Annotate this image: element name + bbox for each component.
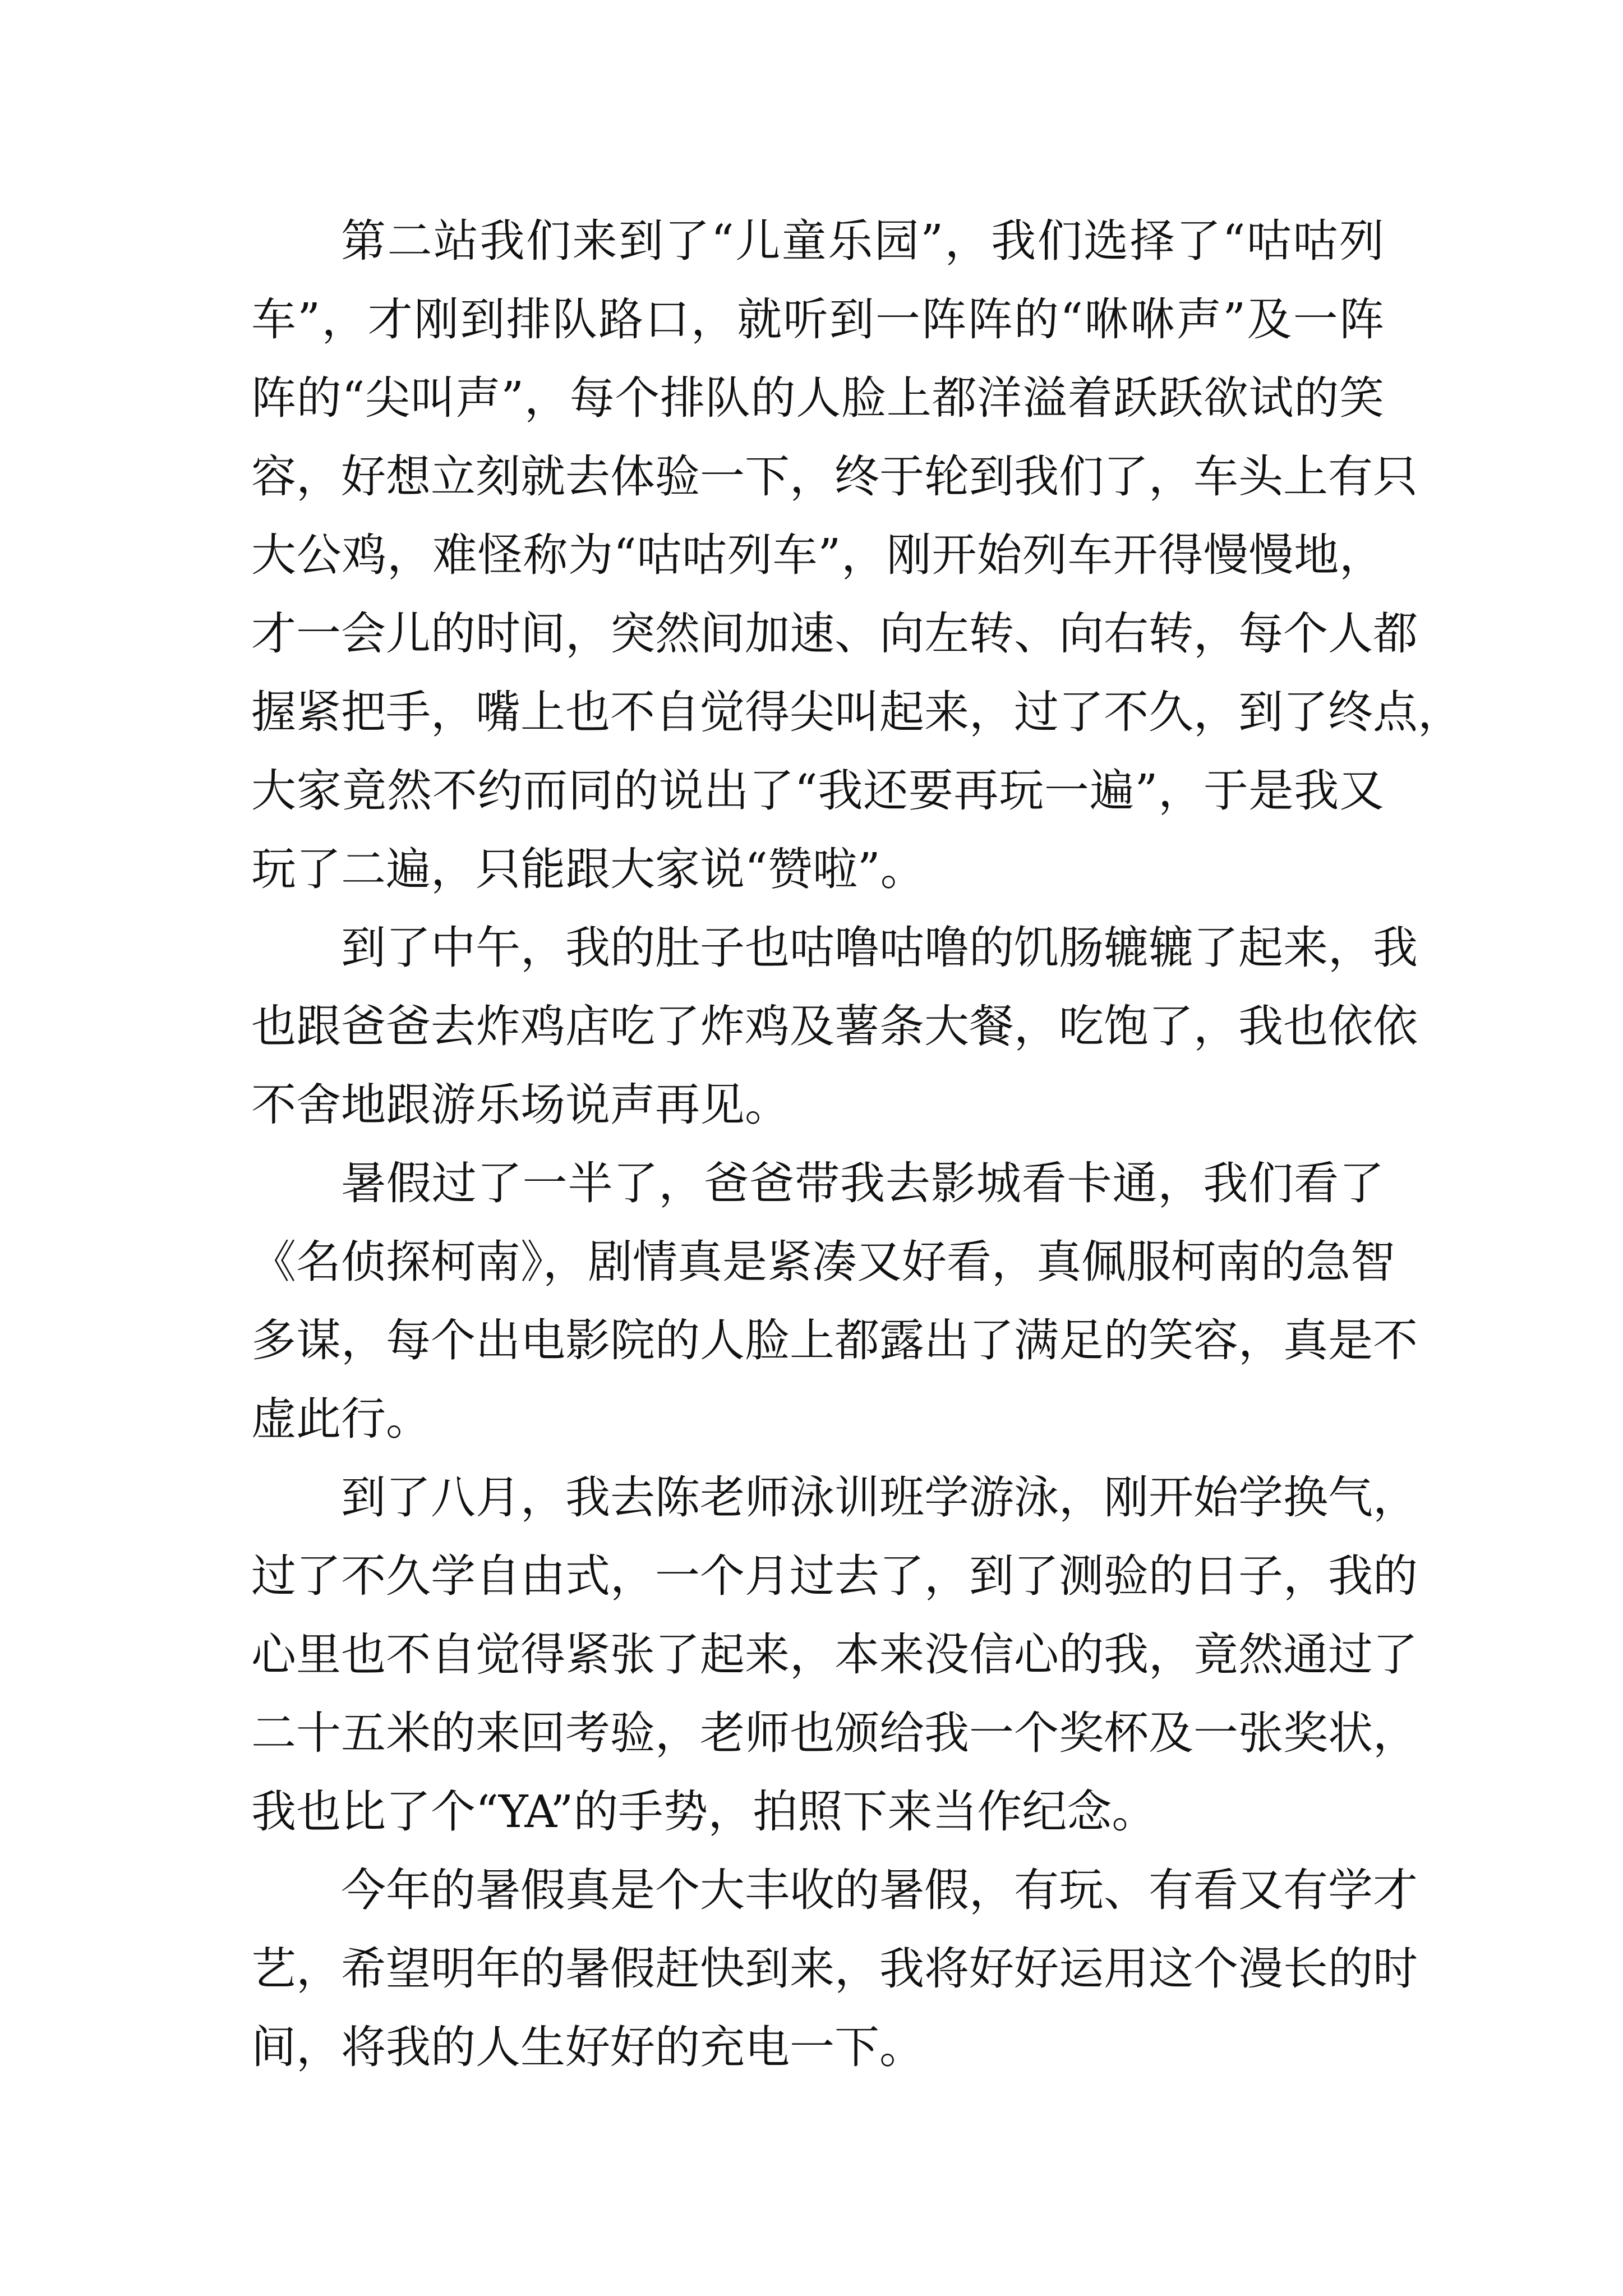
paragraph [251,202,1463,909]
text-line: 暑假过了一半了，爸爸带我去影城看卡通，我们看了 [341,1157,1384,1209]
text-line: 阵的“尖叫声”，每个排队的人脸上都洋溢着跃跃欲试的笑 [251,372,1384,424]
text-line: 到了八月，我去陈老师泳训班学游泳，刚开始学换气， [341,1471,1418,1524]
paragraph [251,909,1418,1144]
text-line: 到了中午，我的肚子也咕噜咕噜的饥肠辘辘了起来，我 [341,922,1418,974]
paragraph [251,1851,1418,2087]
text-line: 玩了二遍，只能跟大家说“赞啦”。 [251,843,925,895]
text-line: 大公鸡，难怪称为“咕咕列车”，刚开始列车开得慢慢地， [251,529,1384,581]
text-line: 我也比了个“YA”的手势，拍照下来当作纪念。 [251,1786,1157,1838]
text-line: 心里也不自觉得紧张了起来，本来没信心的我，竟然通过了 [251,1628,1418,1681]
text-line: 才一会儿的时间，突然间加速、向左转、向右转，每个人都 [251,608,1418,660]
text-line: 《名侦探柯南》，剧情真是紧凑又好看，真佩服柯南的急智 [251,1236,1395,1288]
text-line: 也跟爸爸去炸鸡店吃了炸鸡及薯条大餐，吃饱了，我也依依 [251,1000,1418,1052]
text-line: 握紧把手，嘴上也不自觉得尖叫起来，过了不久，到了终点， [251,686,1463,738]
paragraph [251,1458,1418,1851]
text-line: 容，好想立刻就去体验一下，终于轮到我们了，车头上有只 [251,450,1418,503]
text-line: 第二站我们来到了“儿童乐园”，我们选择了“咕咕列 [341,215,1384,267]
text-line: 车”，才刚到排队路口，就听到一阵阵的“咻咻声”及一阵 [251,293,1384,346]
text-line: 艺，希望明年的暑假赶快到来，我将好好运用这个漫长的时 [251,1943,1418,1995]
paragraph [251,1144,1418,1458]
text-line: 二十五米的来回考验，老师也颁给我一个奖杯及一张奖状， [251,1707,1418,1759]
text-line: 不舍地跟游乐场说声再见。 [251,1079,790,1131]
text-line: 大家竟然不约而同的说出了“我还要再玩一遍”，于是我又 [251,765,1384,817]
text-line: 虚此行。 [251,1393,431,1445]
document-body [251,202,1463,2087]
text-line: 过了不久学自由式，一个月过去了，到了测验的日子，我的 [251,1550,1418,1602]
text-line: 间，将我的人生好好的充电一下。 [251,2021,924,2073]
text-line: 多谋，每个出电影院的人脸上都露出了满足的笑容，真是不 [251,1314,1418,1366]
text-line: 今年的暑假真是个大丰收的暑假，有玩、有看又有学才 [341,1864,1418,1916]
